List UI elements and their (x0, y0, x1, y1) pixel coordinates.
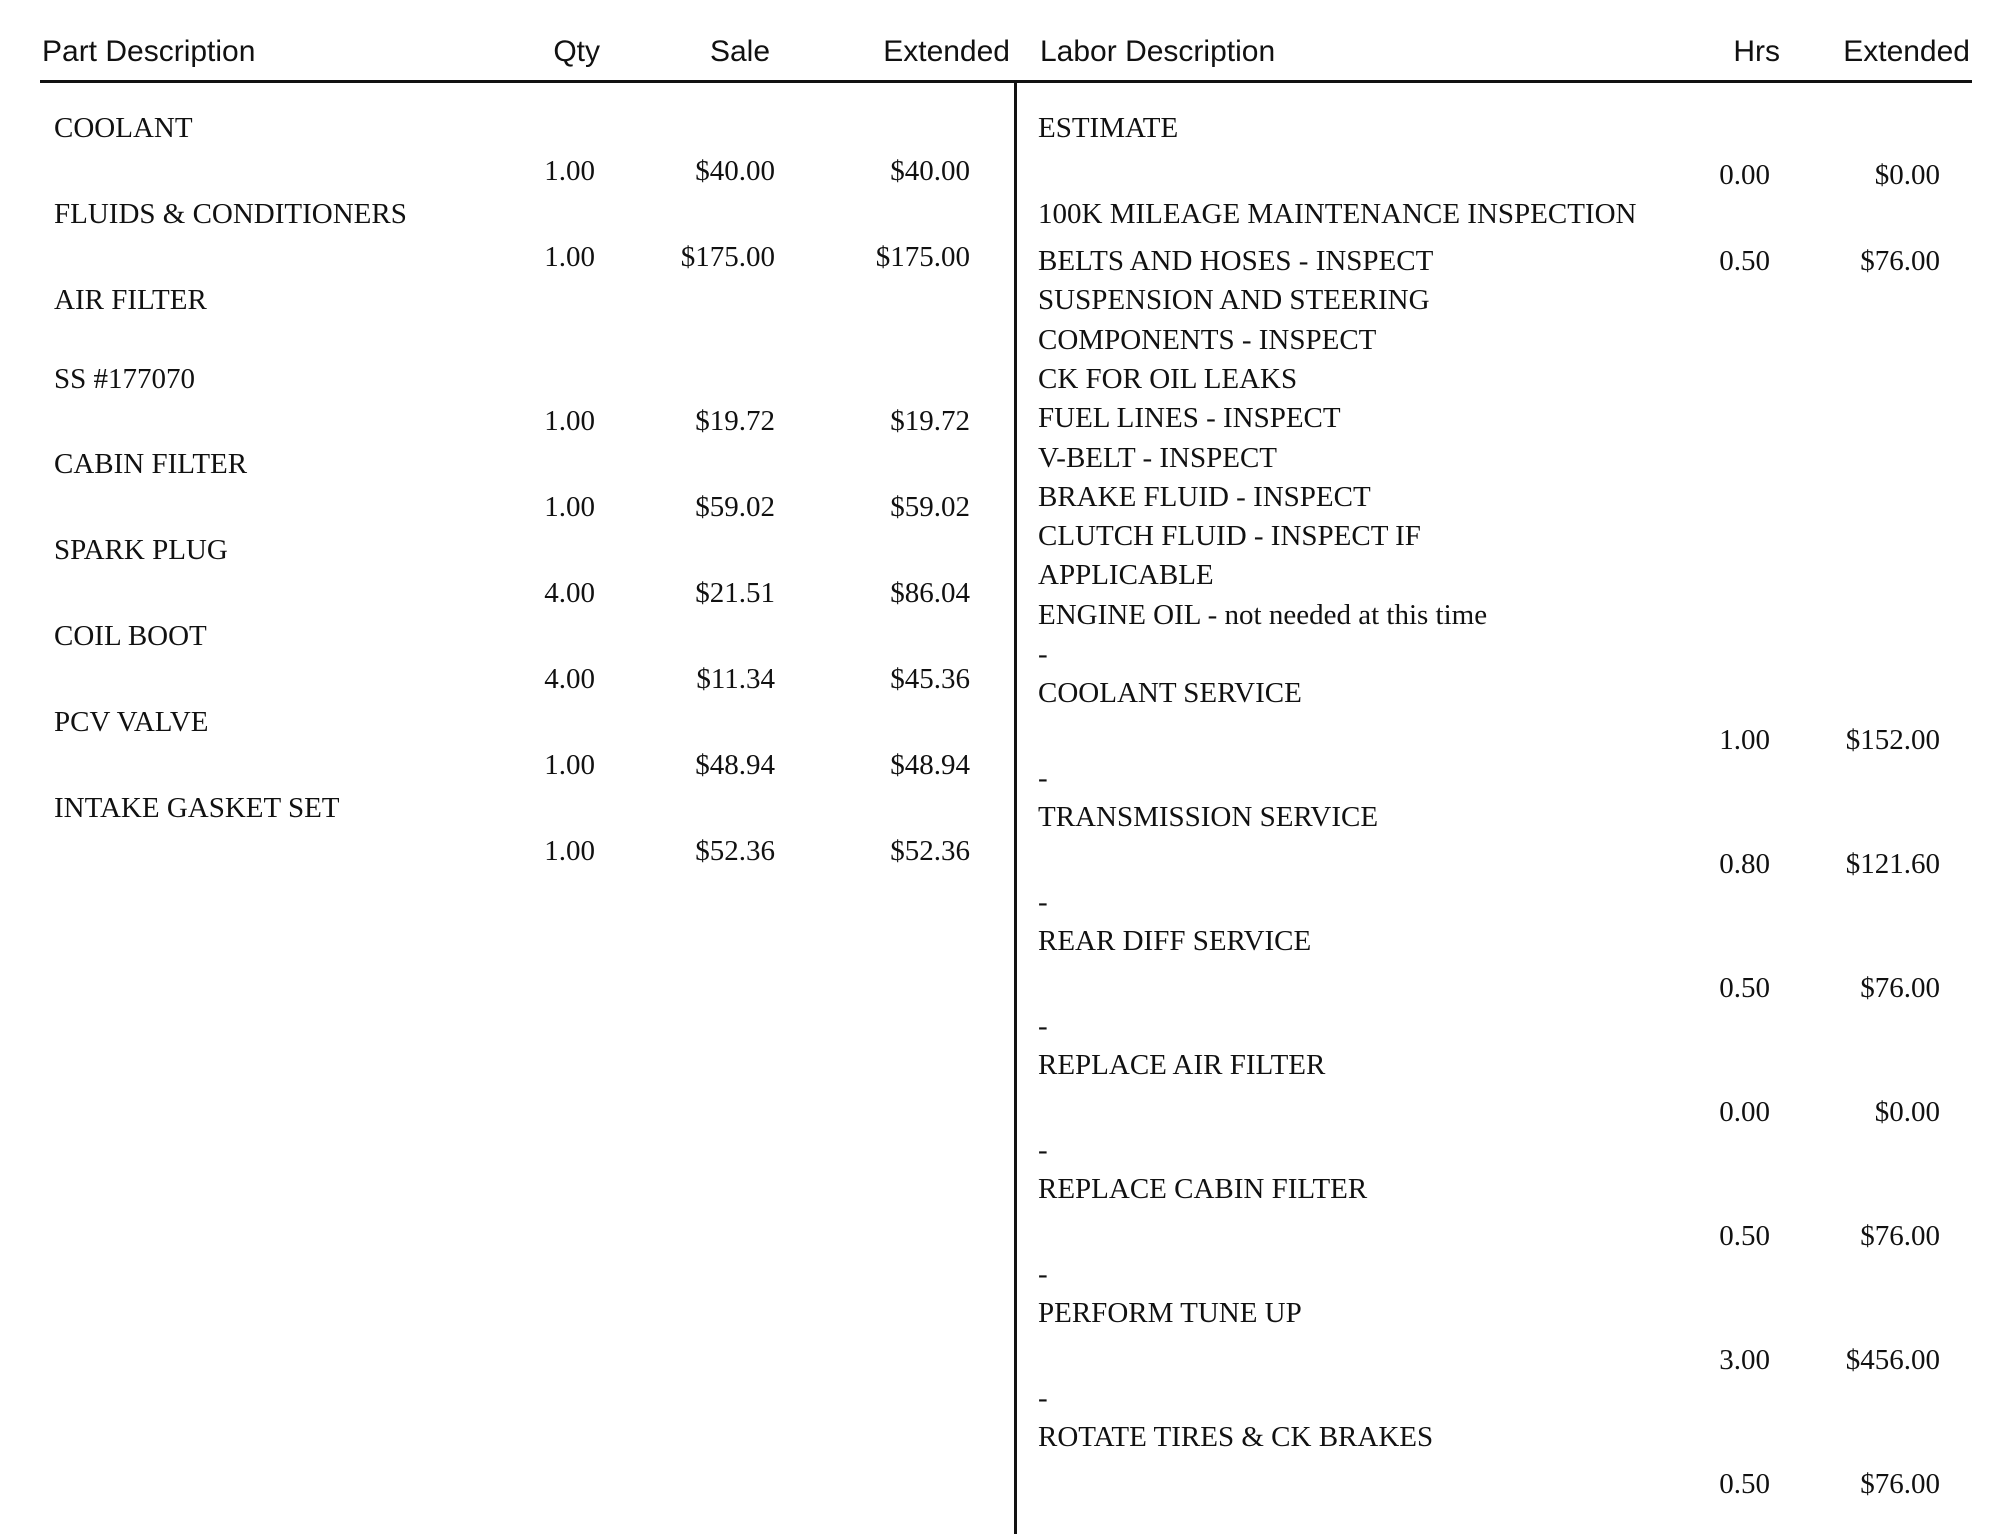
labor-line: ROTATE TIRES & CK BRAKES (1038, 1421, 1434, 1453)
header-sale: Sale (709, 35, 770, 68)
part-sale: $11.34 (696, 663, 775, 695)
labor-line: - (1038, 762, 1048, 794)
part-qty: 1.00 (544, 749, 595, 781)
labor-line: - (1038, 1382, 1048, 1414)
part-qty: 1.00 (544, 241, 595, 273)
labor-line: ESTIMATE (1038, 112, 1179, 144)
labor-hrs: 0.50 (1719, 1468, 1770, 1500)
labor-line: BELTS AND HOSES - INSPECT (1038, 245, 1434, 277)
part-sale: $19.72 (695, 405, 775, 437)
part-name: AIR FILTER (54, 284, 207, 316)
labor-extended: $76.00 (1860, 245, 1940, 277)
labor-line: TRANSMISSION SERVICE (1038, 801, 1379, 833)
part-sale: $21.51 (695, 577, 775, 609)
part-sale: $175.00 (680, 241, 775, 273)
part-name: COOLANT (54, 112, 193, 144)
header-part-description: Part Description (42, 35, 256, 68)
labor-line: - (1038, 1010, 1048, 1042)
labor-extended: $456.00 (1845, 1344, 1940, 1376)
header-rule (40, 80, 1972, 83)
labor-hrs: 0.50 (1719, 245, 1770, 277)
labor-line: - (1038, 1134, 1048, 1166)
labor-extended: $121.60 (1845, 848, 1940, 880)
header-hrs: Hrs (1733, 35, 1780, 68)
labor-line: COOLANT SERVICE (1038, 677, 1302, 709)
part-qty: 1.00 (544, 491, 595, 523)
part-sale: $52.36 (695, 835, 775, 867)
column-divider (1014, 80, 1017, 1534)
part-extended: $175.00 (875, 241, 970, 273)
labor-hrs: 0.80 (1719, 848, 1770, 880)
part-name: PCV VALVE (54, 706, 209, 738)
labor-line: FUEL LINES - INSPECT (1038, 402, 1341, 434)
labor-hrs: 0.00 (1719, 1096, 1770, 1128)
labor-line: COMPONENTS - INSPECT (1038, 324, 1377, 356)
labor-line: V-BELT - INSPECT (1038, 442, 1278, 474)
labor-line: SUSPENSION AND STEERING (1038, 284, 1430, 316)
labor-line: PERFORM TUNE UP (1038, 1297, 1302, 1329)
labor-line: BRAKE FLUID - INSPECT (1038, 481, 1371, 513)
labor-line: - (1038, 1258, 1048, 1290)
labor-hrs: 0.50 (1719, 972, 1770, 1004)
labor-hrs: 0.00 (1719, 159, 1770, 191)
labor-hrs: 0.50 (1719, 1220, 1770, 1252)
part-name: FLUIDS & CONDITIONERS (54, 198, 407, 230)
part-sale: $59.02 (695, 491, 775, 523)
labor-extended: $76.00 (1860, 1220, 1940, 1252)
part-qty: 4.00 (544, 577, 595, 609)
part-extended: $52.36 (890, 835, 970, 867)
labor-line: CK FOR OIL LEAKS (1038, 363, 1298, 395)
labor-extended: $0.00 (1874, 1096, 1940, 1128)
header-extended-labor: Extended (1843, 35, 1970, 68)
labor-extended: $76.00 (1860, 1468, 1940, 1500)
part-qty: 1.00 (544, 835, 595, 867)
labor-line: - (1038, 638, 1048, 670)
labor-line: ENGINE OIL - not needed at this time (1038, 599, 1488, 631)
header-labor-description: Labor Description (1040, 35, 1276, 68)
part-sale: $40.00 (695, 155, 775, 187)
part-name: SS #177070 (54, 363, 196, 395)
part-extended: $86.04 (890, 577, 970, 609)
labor-hrs: 3.00 (1719, 1344, 1770, 1376)
labor-line: APPLICABLE (1038, 559, 1214, 591)
part-name: CABIN FILTER (54, 448, 248, 480)
labor-line: REAR DIFF SERVICE (1038, 925, 1312, 957)
part-extended: $45.36 (890, 663, 970, 695)
labor-line: - (1038, 886, 1048, 918)
labor-line: REPLACE CABIN FILTER (1038, 1173, 1368, 1205)
part-qty: 1.00 (544, 405, 595, 437)
labor-extended: $0.00 (1874, 159, 1940, 191)
labor-extended: $152.00 (1845, 724, 1940, 756)
part-extended: $40.00 (890, 155, 970, 187)
part-name: COIL BOOT (54, 620, 207, 652)
labor-line: CLUTCH FLUID - INSPECT IF (1038, 520, 1421, 552)
part-extended: $48.94 (890, 749, 970, 781)
part-name: INTAKE GASKET SET (54, 792, 340, 824)
part-name: SPARK PLUG (54, 534, 228, 566)
labor-hrs: 1.00 (1719, 724, 1770, 756)
header-qty: Qty (553, 35, 600, 68)
part-sale: $48.94 (695, 749, 775, 781)
part-qty: 1.00 (544, 155, 595, 187)
part-extended: $19.72 (890, 405, 970, 437)
labor-extended: $76.00 (1860, 972, 1940, 1004)
labor-line: REPLACE AIR FILTER (1038, 1049, 1326, 1081)
part-qty: 4.00 (544, 663, 595, 695)
header-extended-parts: Extended (883, 35, 1010, 68)
labor-line: 100K MILEAGE MAINTENANCE INSPECTION (1038, 198, 1637, 230)
part-extended: $59.02 (890, 491, 970, 523)
